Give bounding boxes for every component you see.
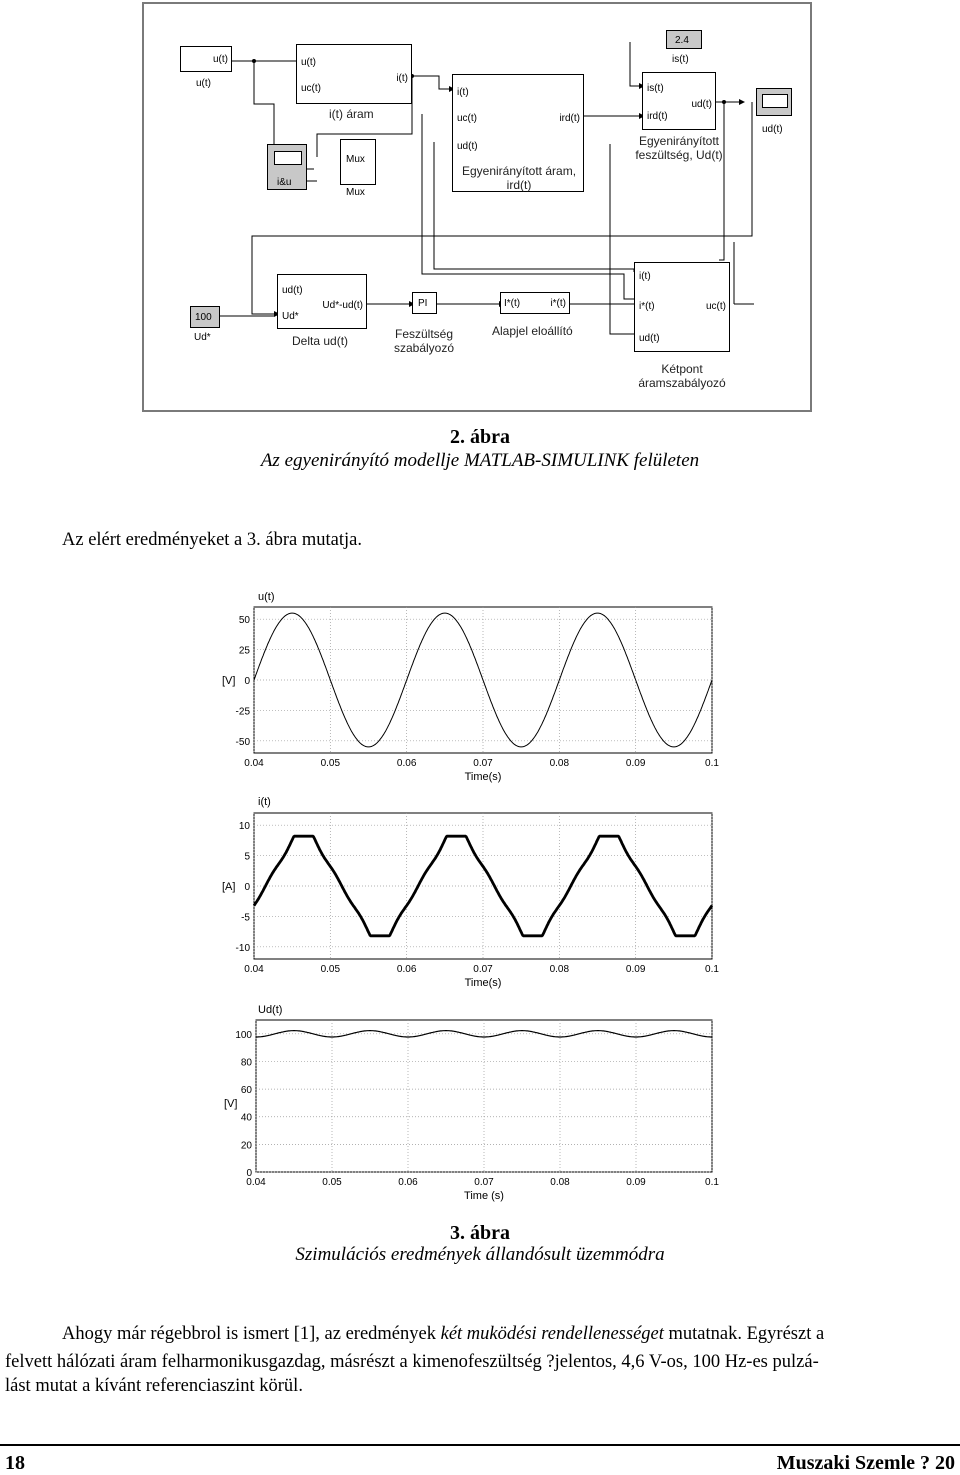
const-label: Ud* (194, 332, 211, 343)
x-tick-label: 0.07 (473, 758, 493, 769)
y-tick-label: 50 (238, 615, 250, 627)
y-tick-label: -10 (235, 942, 250, 954)
paragraph-line-1-b: mutatnak. Egyrészt a (663, 1324, 825, 1344)
y-tick-label: -5 (241, 912, 250, 924)
chart-title: Ud(t) (258, 1004, 283, 1016)
scope-screen-icon (274, 151, 302, 165)
delta-in1-port: ud(t) (282, 285, 303, 296)
alapjel-label: Alapjel eloállító (492, 324, 573, 338)
x-tick-label: 0.07 (474, 1177, 494, 1188)
y-tick-label: 20 (240, 1140, 252, 1152)
egyenir-aram-label: Egyenirányított áram, ird(t) (461, 164, 577, 192)
y-tick-label: 0 (244, 676, 250, 687)
scope-ud-screen-icon (762, 94, 788, 108)
ut-source-port: u(t) (213, 54, 228, 65)
display-value: 2.4 (675, 35, 689, 46)
x-tick-label: 0.06 (396, 758, 417, 769)
y-tick-label: 80 (240, 1057, 252, 1069)
x-axis-label: Time (s) (464, 1190, 504, 1202)
x-tick-label: 0.1 (705, 758, 719, 769)
alapjel-block[interactable] (500, 292, 570, 314)
figure2-number: 2. ábra (450, 426, 510, 448)
kp-in2-port: i*(t) (639, 301, 655, 312)
y-tick-label: -25 (235, 706, 250, 718)
kp-in3-port: ud(t) (639, 333, 660, 344)
is-display-block[interactable] (666, 30, 702, 49)
ketpont-block[interactable] (634, 262, 730, 352)
paragraph-line-1-a: Ahogy már régebbrol is ismert [1], az eredmények (62, 1324, 441, 1344)
x-tick-label: 0.09 (625, 964, 646, 975)
x-tick-label: 0.05 (320, 758, 341, 769)
y-tick-label: 40 (240, 1112, 252, 1124)
scope-iu-label: i&u (277, 177, 292, 188)
y-tick-label: 25 (238, 645, 250, 657)
const-block[interactable] (190, 306, 220, 328)
x-tick-label: 0.1 (705, 1177, 719, 1188)
ea-in3-port: ud(t) (457, 141, 478, 152)
figure3-number: 3. ábra (450, 1222, 510, 1244)
footer-rule (0, 1444, 960, 1446)
x-tick-label: 0.05 (320, 964, 341, 975)
ea-in2-port: uc(t) (457, 113, 477, 124)
x-tick-label: 0.05 (322, 1177, 342, 1188)
paragraph-line-2: felvett hálózati áram felharmonikusgazdag, másrészt a kimenofeszültség ?jelentos, 4,6 V-os, 100 Hz-es pulzá- (5, 1352, 819, 1372)
it-in2-port: uc(t) (301, 83, 321, 94)
x-tick-label: 0.04 (244, 964, 264, 975)
y-axis-label: [V] (224, 1097, 238, 1110)
display-name: is(t) (672, 54, 689, 65)
chart-title: i(t) (258, 796, 271, 808)
x-tick-label: 0.1 (705, 964, 719, 975)
mux-name: Mux (346, 187, 365, 198)
figure2-caption: Az egyenirányító modellje MATLAB-SIMULINK felületen (260, 450, 700, 471)
figure3-caption: Szimulációs eredmények állandósult üzemmódra (295, 1244, 665, 1265)
x-axis-label: Time(s) (464, 771, 502, 783)
pi-value: PI (418, 298, 428, 309)
x-tick-label: 0.06 (396, 964, 417, 975)
delta-block[interactable] (277, 274, 367, 329)
y-axis-label: [A] (222, 881, 236, 893)
it-aram-block[interactable] (296, 44, 412, 104)
mux-inner-label: Mux (346, 154, 365, 165)
figure3-plots (222, 585, 722, 1205)
y-tick-label: 10 (238, 821, 250, 833)
footer-page-number: 18 (5, 1452, 25, 1474)
scope-iu-block[interactable] (267, 144, 307, 190)
ef-in2-port: ird(t) (647, 111, 668, 122)
y-tick-label: 60 (240, 1085, 252, 1097)
y-tick-label: 0 (246, 1168, 252, 1179)
delta-label: Delta ud(t) (292, 334, 349, 348)
x-tick-label: 0.09 (625, 758, 646, 769)
alapjel-in-port: I*(t) (504, 298, 521, 309)
x-tick-label: 0.08 (550, 1177, 570, 1188)
x-tick-label: 0.04 (246, 1177, 266, 1188)
egyenir-fesz-label: Egyenirányított feszültség, Ud(t) (635, 134, 723, 162)
ef-in1-port: is(t) (647, 83, 664, 94)
paragraph-line-1 (62, 1320, 824, 1348)
x-tick-label: 0.07 (473, 964, 493, 975)
x-axis-label: Time(s) (464, 977, 502, 989)
y-axis-label: [V] (222, 675, 236, 687)
y-tick-label: 5 (244, 851, 250, 863)
ea-in1-port: i(t) (457, 87, 469, 98)
ea-out-port: ird(t) (559, 113, 580, 124)
paragraph-line-3: lást mutat a kívánt referenciaszint körül. (5, 1376, 303, 1396)
simulink-diagram (142, 2, 812, 412)
egyenir-fesz-block[interactable] (642, 72, 716, 130)
footer-journal: Muszaki Szemle ? 20 (776, 1452, 955, 1474)
mux-block[interactable] (340, 139, 376, 185)
ut-source-block[interactable] (180, 46, 232, 72)
x-tick-label: 0.04 (244, 758, 264, 769)
x-tick-label: 0.06 (398, 1177, 418, 1188)
it-out-port: i(t) (396, 73, 408, 84)
kp-out-port: uc(t) (706, 301, 726, 312)
x-tick-label: 0.09 (626, 1177, 646, 1188)
y-tick-label: 0 (244, 882, 250, 893)
alapjel-out-port: i*(t) (550, 298, 566, 309)
scope-ud-block[interactable] (756, 88, 792, 116)
plots-svg (222, 585, 722, 1205)
pi-block[interactable] (412, 292, 437, 314)
paragraph-line-1-em: két muködési rendellenességet (440, 1324, 664, 1344)
delta-in2-port: Ud* (282, 311, 299, 322)
y-tick-label: -50 (235, 736, 250, 748)
ketpont-label: Kétpont áramszabályozó (638, 362, 726, 390)
y-tick-label: 100 (235, 1029, 252, 1041)
egyenir-aram-block[interactable] (452, 74, 584, 192)
it-in1-port: u(t) (301, 57, 316, 68)
ef-out-port: ud(t) (691, 99, 712, 110)
kp-in1-port: i(t) (639, 271, 651, 282)
delta-out-port: Ud*-ud(t) (322, 300, 363, 311)
const-value: 100 (195, 312, 212, 323)
chart-title: u(t) (258, 591, 275, 603)
scope-ud-label: ud(t) (762, 124, 783, 135)
it-aram-label: i(t) áram (329, 107, 374, 121)
x-tick-label: 0.08 (549, 964, 570, 975)
results-intro-text: Az elért eredményeket a 3. ábra mutatja. (62, 530, 362, 550)
x-tick-label: 0.08 (549, 758, 570, 769)
ut-source-label: u(t) (196, 78, 211, 89)
pi-label: Feszültség szabályozó (393, 327, 455, 355)
